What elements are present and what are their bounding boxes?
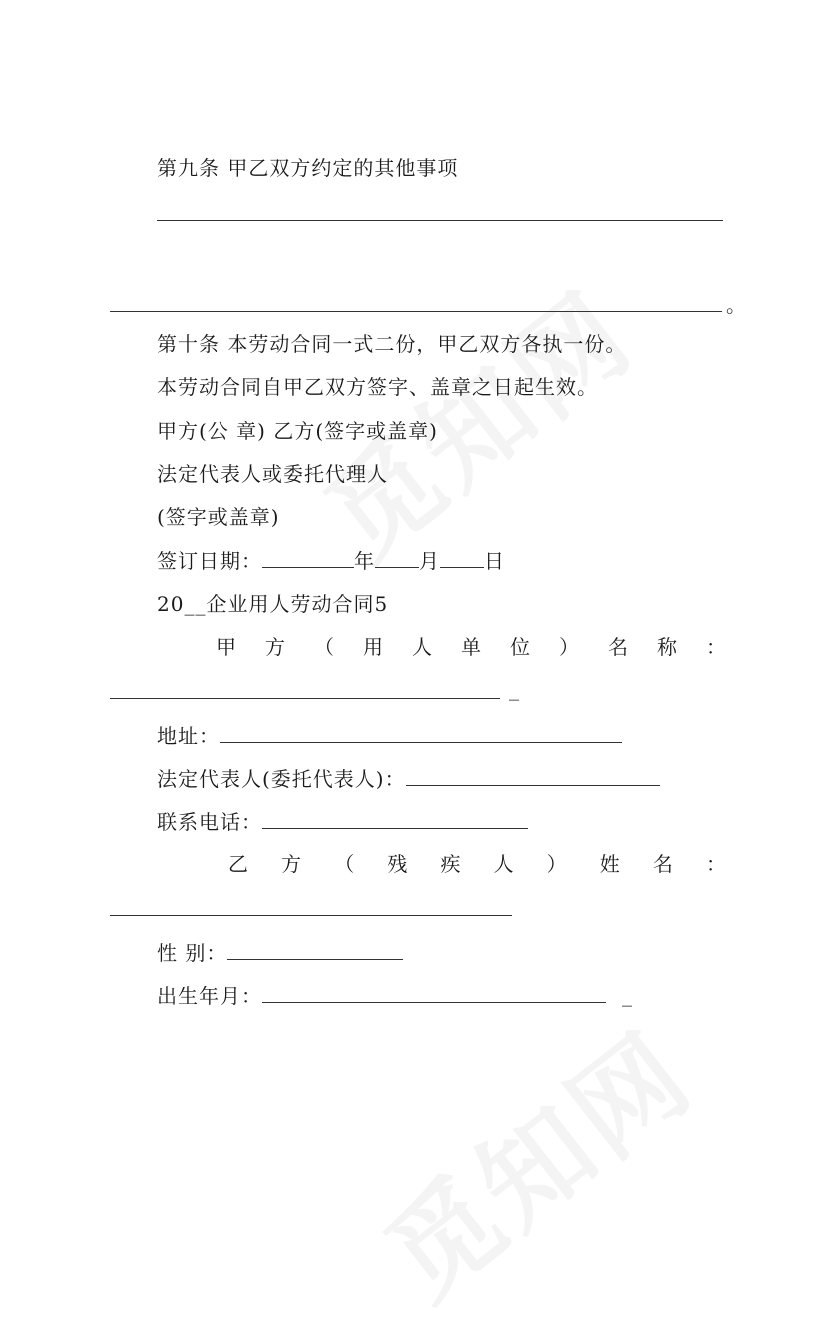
gender-line [157,939,403,966]
party-a-name-blank[interactable] [110,698,500,699]
heading-char: 甲 [216,635,236,659]
blank-line [157,220,723,221]
article10-line1: 第十条 本劳动合同一式二份，甲乙双方各执一份。 [157,332,627,356]
watermark [348,990,720,1328]
birth-label: 出生年月： [157,984,262,1008]
heading-char: 方 [265,635,285,659]
month-unit: 月 [419,549,440,573]
heading-char: 名 [652,852,673,876]
address-blank[interactable] [220,722,622,743]
phone-blank[interactable] [262,808,528,829]
address-label: 地址： [157,724,220,748]
year-blank[interactable] [262,547,354,568]
heading-char: 称 [657,635,677,659]
month-blank[interactable] [375,547,419,568]
contract5-title: 20__企业用人劳动合同5 [157,592,389,616]
heading-char: 姓 [599,852,620,876]
sign-date-label: 签订日期： [157,549,262,573]
day-unit: 日 [484,549,505,573]
party-a-name-heading [216,634,726,660]
year-unit: 年 [354,549,375,573]
heading-char: （ [334,852,355,876]
representative-field-line [157,765,660,792]
representative-blank[interactable] [406,765,660,786]
heading-char: 人 [412,635,432,659]
sign-date-line [157,547,505,574]
phone-label: 联系电话： [157,810,262,834]
gender-blank[interactable] [227,939,403,960]
heading-char: 方 [281,852,302,876]
heading-char: 单 [461,635,481,659]
representative-line: 法定代表人或委托代理人 [157,462,388,486]
address-line [157,722,622,749]
sign-or-seal-line: (签字或盖章) [157,505,280,529]
heading-char: ： [706,635,726,659]
gender-label: 性 别： [157,941,228,965]
underscore-tail: _ [622,983,632,1007]
representative-label: 法定代表人(委托代表人)： [157,767,406,791]
heading-char: 残 [387,852,408,876]
heading-char: 位 [510,635,530,659]
heading-char: ： [705,852,726,876]
birth-line [157,982,606,1009]
underscore-tail: _ [509,677,519,701]
article9-heading: 第九条 甲乙双方约定的其他事项 [157,156,459,180]
heading-char: 乙 [228,852,248,876]
heading-char: ） [559,635,579,659]
day-blank[interactable] [440,547,484,568]
heading-char: 用 [363,635,383,659]
period-mark: 。 [726,293,746,317]
party-b-name-blank[interactable] [110,915,512,916]
heading-char: 疾 [440,852,461,876]
party-b-name-heading [228,851,726,877]
blank-line [110,311,722,312]
birth-blank[interactable] [262,982,606,1003]
heading-char: 名 [608,635,628,659]
party-signature-line: 甲方(公 章) 乙方(签字或盖章) [157,419,438,443]
heading-char: ） [546,852,567,876]
heading-char: （ [314,635,334,659]
phone-line [157,808,528,835]
article10-line2: 本劳动合同自甲乙双方签字、盖章之日起生效。 [157,375,598,399]
heading-char: 人 [493,852,514,876]
